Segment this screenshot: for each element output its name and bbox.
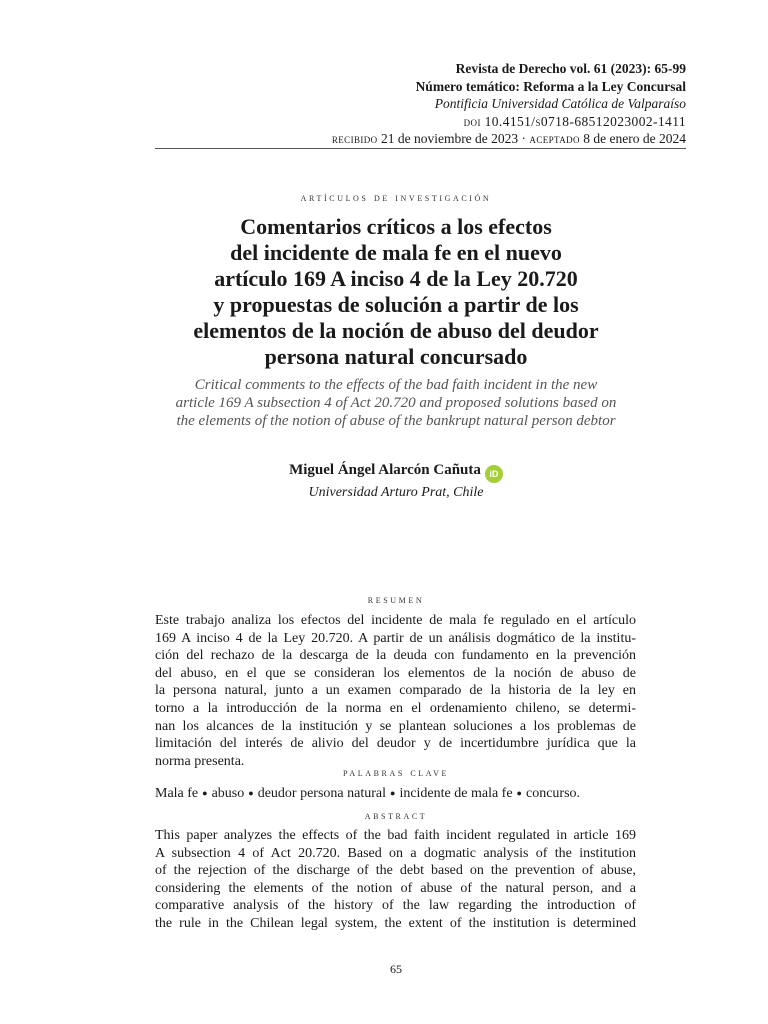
orcid-icon[interactable]: iD xyxy=(485,465,503,483)
abstract-line: comparative analysis of the history of the law regarding the introduction of xyxy=(155,898,636,914)
article-title xyxy=(140,214,652,370)
abstract-heading: abstract xyxy=(364,810,428,822)
author-name: Miguel Ángel Alarcón Cañuta xyxy=(289,462,481,478)
abstract-body xyxy=(155,827,636,933)
title-line: persona natural concursado xyxy=(264,344,528,369)
date-separator: · xyxy=(521,131,527,146)
accepted-date: 8 de enero de 2024 xyxy=(583,131,686,146)
resumen-body xyxy=(155,612,636,770)
abstract-line: A subsection 4 of Act 20.720. Based on a dogmatic analysis of the institution xyxy=(155,845,636,861)
title-line: artículo 169 A inciso 4 de la Ley 20.720 xyxy=(214,266,578,291)
title-line: y propuestas de solución a partir de los xyxy=(213,292,579,317)
keyword: concurso. xyxy=(525,786,581,801)
dates-line xyxy=(332,130,686,148)
bullet-icon: ● xyxy=(516,788,522,798)
resumen-line: 169 A inciso 4 de la Ley 20.720. A partir de un análisis dogmático de la institu- xyxy=(155,630,636,646)
thematic-issue: Número temático: Reforma a la Ley Concursal xyxy=(415,78,686,94)
abstract-line: the rule in the Chilean legal system, the extent of the institution is determined xyxy=(155,915,636,931)
abstract-line: considering the elements of the notion of abuse of the natural person, and a xyxy=(155,880,636,896)
keywords-list xyxy=(155,786,580,802)
abstract-line: of the rejection of the discharge of the debt based on the prevention of abuse, xyxy=(155,863,636,879)
received-date: 21 de noviembre de 2023 xyxy=(380,131,519,146)
title-line: elementos de la noción de abuso del deudor xyxy=(193,318,599,343)
keyword: incidente de mala fe xyxy=(399,786,513,801)
bullet-icon: ● xyxy=(390,788,396,798)
journal-header xyxy=(332,60,686,148)
resumen-line: del abuso, en el que se consideran los elementos de la noción de abuso de xyxy=(155,665,636,681)
accepted-label: aceptado xyxy=(529,131,580,146)
header-divider xyxy=(155,148,686,149)
english-title xyxy=(150,376,642,430)
bullet-icon: ● xyxy=(248,788,254,798)
resumen-line: Este trabajo analiza los efectos del incidente de mala fe regulado en el artículo xyxy=(155,613,636,628)
doi: doi 10.4151/s0718-68512023002-1411 xyxy=(463,113,686,129)
resumen-line: torno a la introducción de la norma en el ordenamiento chileno, se determi- xyxy=(155,700,636,716)
section-label: artículos de investigación xyxy=(300,192,492,204)
resumen-line: limitación del interés de alivio del deudor y de incertidumbre jurídica que la xyxy=(155,736,636,752)
journal-citation: Revista de Derecho vol. 61 (2023): 65-99 xyxy=(455,61,686,76)
keywords-heading: palabras clave xyxy=(343,767,449,779)
publisher-name: Pontificia Universidad Católica de Valparaíso xyxy=(434,96,686,111)
subtitle-line: Critical comments to the effects of the bad faith incident in the new xyxy=(194,377,598,393)
subtitle-line: the elements of the notion of abuse of the bankrupt natural person debtor xyxy=(176,413,616,429)
keyword: abuso xyxy=(211,786,245,801)
resumen-line: la persona natural, junto a un examen comparado de la historia de la ley en xyxy=(155,683,636,699)
title-line: Comentarios críticos a los efectos xyxy=(240,214,552,239)
abstract-line: This paper analyzes the effects of the bad faith incident regulated in article 169 xyxy=(155,828,636,843)
title-line: del incidente de mala fe en el nuevo xyxy=(230,240,562,265)
author-row xyxy=(155,462,637,483)
resumen-line: norma presenta. xyxy=(155,753,245,769)
bullet-icon: ● xyxy=(202,788,208,798)
received-label: recibido xyxy=(331,131,378,146)
keyword: deudor persona natural xyxy=(257,786,386,801)
resumen-heading: resumen xyxy=(367,594,425,606)
author-affiliation: Universidad Arturo Prat, Chile xyxy=(308,485,484,500)
keyword: Mala fe xyxy=(155,786,199,801)
subtitle-line: article 169 A subsection 4 of Act 20.720 and proposed solutions based on xyxy=(175,395,617,411)
page-number: 65 xyxy=(390,962,402,976)
resumen-line: nan los alcances de la institución y se plantean soluciones a los problemas de xyxy=(155,718,636,734)
resumen-line: ción del rechazo de la descarga de la deuda con fundamento en la prevención xyxy=(155,648,636,664)
